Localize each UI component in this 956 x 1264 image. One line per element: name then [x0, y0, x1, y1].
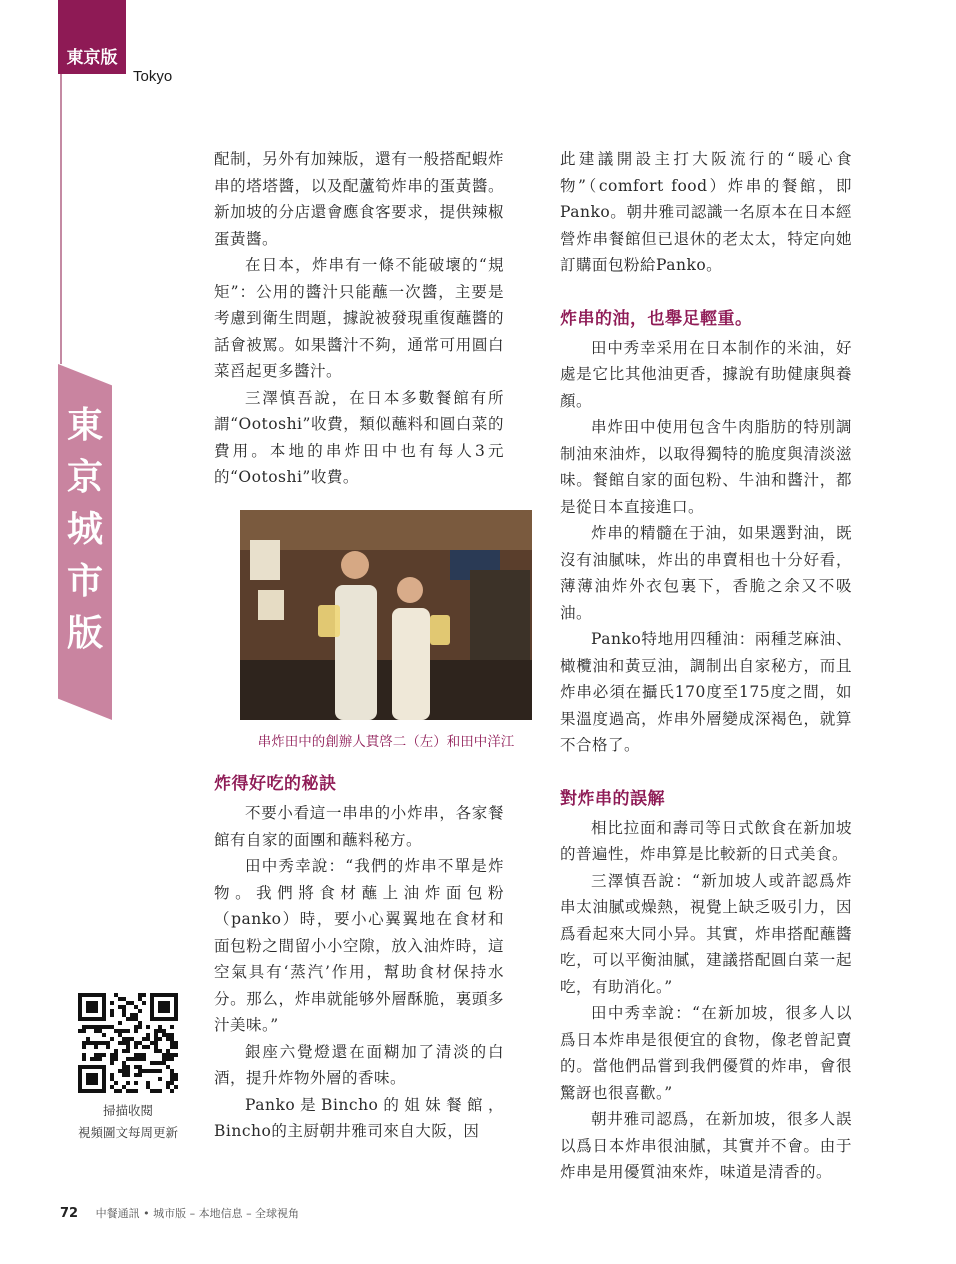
restaurant-photo: [240, 510, 532, 720]
paragraph: 不要小看這一串串的小炸串，各家餐館有自家的面團和蘸料秘方。: [214, 804, 504, 849]
side-banner-char: 版: [66, 613, 103, 654]
paragraph: 三澤慎吾說：“新加坡人或許認爲炸串太油膩或燥熱，視覺上缺乏吸引力，因爲看起來大同小异。其實，炸串搭配蘸醬吃，可以平衡油膩，建議搭配圓白菜一起吃，有助消化。”: [560, 871, 852, 996]
section-heading: 炸得好吃的秘訣: [214, 774, 337, 794]
edition-label: 東京版: [66, 48, 118, 68]
side-banner-char: 東: [66, 405, 103, 446]
section-heading: 炸串的油，也舉足輕重。: [560, 308, 753, 329]
qr-code-icon: [78, 993, 178, 1093]
side-banner-char: 市: [66, 561, 103, 602]
paragraph: Panko特地用四種油：兩種芝麻油、橄欖油和黃豆油，調制出自家秘方，而且炸串必須在攝氏170度至175度之間，如果溫度過高，炸串外層變成深褐色，就算不合格了。: [560, 630, 852, 754]
qr-caption: [55, 1100, 201, 1144]
paragraph: 田中秀幸說：“在新加坡，很多人以爲日本炸串是很便宜的食物，像老曾記賣的。當他們品嘗到我們優質的炸串，會很驚訝也很喜歡。”: [560, 1004, 852, 1102]
paragraph: 在日本，炸串有一條不能破壞的“規矩”：公用的醬汁只能蘸一次醬，主要是考慮到衛生問題，據說被發現重復蘸醬的話會被罵。如果醬汁不夠，通常可用圓白菜舀起更多醬汁。: [214, 256, 504, 380]
section-heading: 對炸串的誤解: [560, 788, 665, 809]
paragraph: 串炸田中使用包含牛肉脂肪的特別調制油來油炸，以取得獨特的脆度與清淡滋味。餐館自家的面包粉、牛油和醬汁，都是從日本直接進口。: [560, 418, 852, 516]
column-2: [560, 146, 852, 1186]
city-label: Tokyo: [133, 68, 173, 85]
photo-caption: 串炸田中的創辦人貫啓二（左）和田中洋江: [257, 734, 515, 750]
publication-line: 中餐通訊 • 城市版 – 本地信息 – 全球視角: [95, 1207, 300, 1220]
paragraph: 田中秀幸采用在日本制作的米油，好處是它比其他油更香，據說有助健康與養顏。: [560, 338, 852, 410]
paragraph: 銀座六覺燈還在面糊加了清淡的白酒，提升炸物外層的香味。: [214, 1042, 504, 1087]
page-footer: [60, 1205, 299, 1221]
paragraph: 此建議開設主打大阪流行的“暖心食物”（comfort food）炸串的餐館，即Panko。朝井雅司認識一名原本在日本經營炸串餐館但已退休的老太太，特定向她訂購面包粉給Panko。: [560, 150, 852, 274]
paragraph: Panko是Bincho的姐妹餐館，Bincho的主厨朝井雅司來自大阪，因: [214, 1095, 504, 1140]
side-rule: [60, 74, 62, 364]
column-1-top: [214, 146, 504, 491]
qr-code[interactable]: [78, 993, 178, 1093]
paragraph: 朝井雅司認爲，在新加坡，很多人誤以爲日本炸串很油膩，其實并不會。由于炸串是用優質油來炸，味道是清香的。: [560, 1110, 852, 1181]
photo-illustration: [240, 510, 532, 720]
edition-tab: [58, 0, 126, 74]
paragraph: 三澤慎吾說，在日本多數餐館有所謂“Ootoshi”收費，類似蘸料和圓白菜的費用。本地的串炸田中也有每人3元的“Ootoshi”收費。: [214, 388, 504, 486]
column-1-bottom: [214, 770, 504, 1145]
side-banner-text: [58, 400, 112, 660]
side-banner-char: 城: [66, 509, 103, 550]
side-banner-char: 京: [66, 457, 103, 498]
paragraph: 配制，另外有加辣版，還有一般搭配蝦炸串的塔塔醬，以及配蘆筍炸串的蛋黃醬。新加坡的分店還會應食客要求，提供辣椒蛋黃醬。: [214, 150, 504, 248]
page-number: 72: [60, 1206, 79, 1221]
paragraph: 田中秀幸說：“我們的炸串不單是炸物。我們將食材蘸上油炸面包粉（panko）時，要小心翼翼地在食材和面包粉之間留小小空隙，放入油炸時，這空氣具有‘蒸汽’作用，幫助食材保持水分。那么，炸串就能够外層酥脆，裏頭多汁美味。”: [214, 857, 504, 1034]
paragraph: 炸串的精髓在于油，如果選對油，既沒有油膩味，炸出的串賣相也十分好看，薄薄油炸外衣包裏下，香脆之余又不吸油。: [560, 524, 852, 622]
qr-caption-line: 掃描收閱: [102, 1103, 153, 1118]
paragraph: 相比拉面和壽司等日式飲食在新加坡的普遍性，炸串算是比較新的日式美食。: [560, 818, 852, 863]
qr-caption-line: 視頻圖文每周更新: [77, 1125, 178, 1140]
